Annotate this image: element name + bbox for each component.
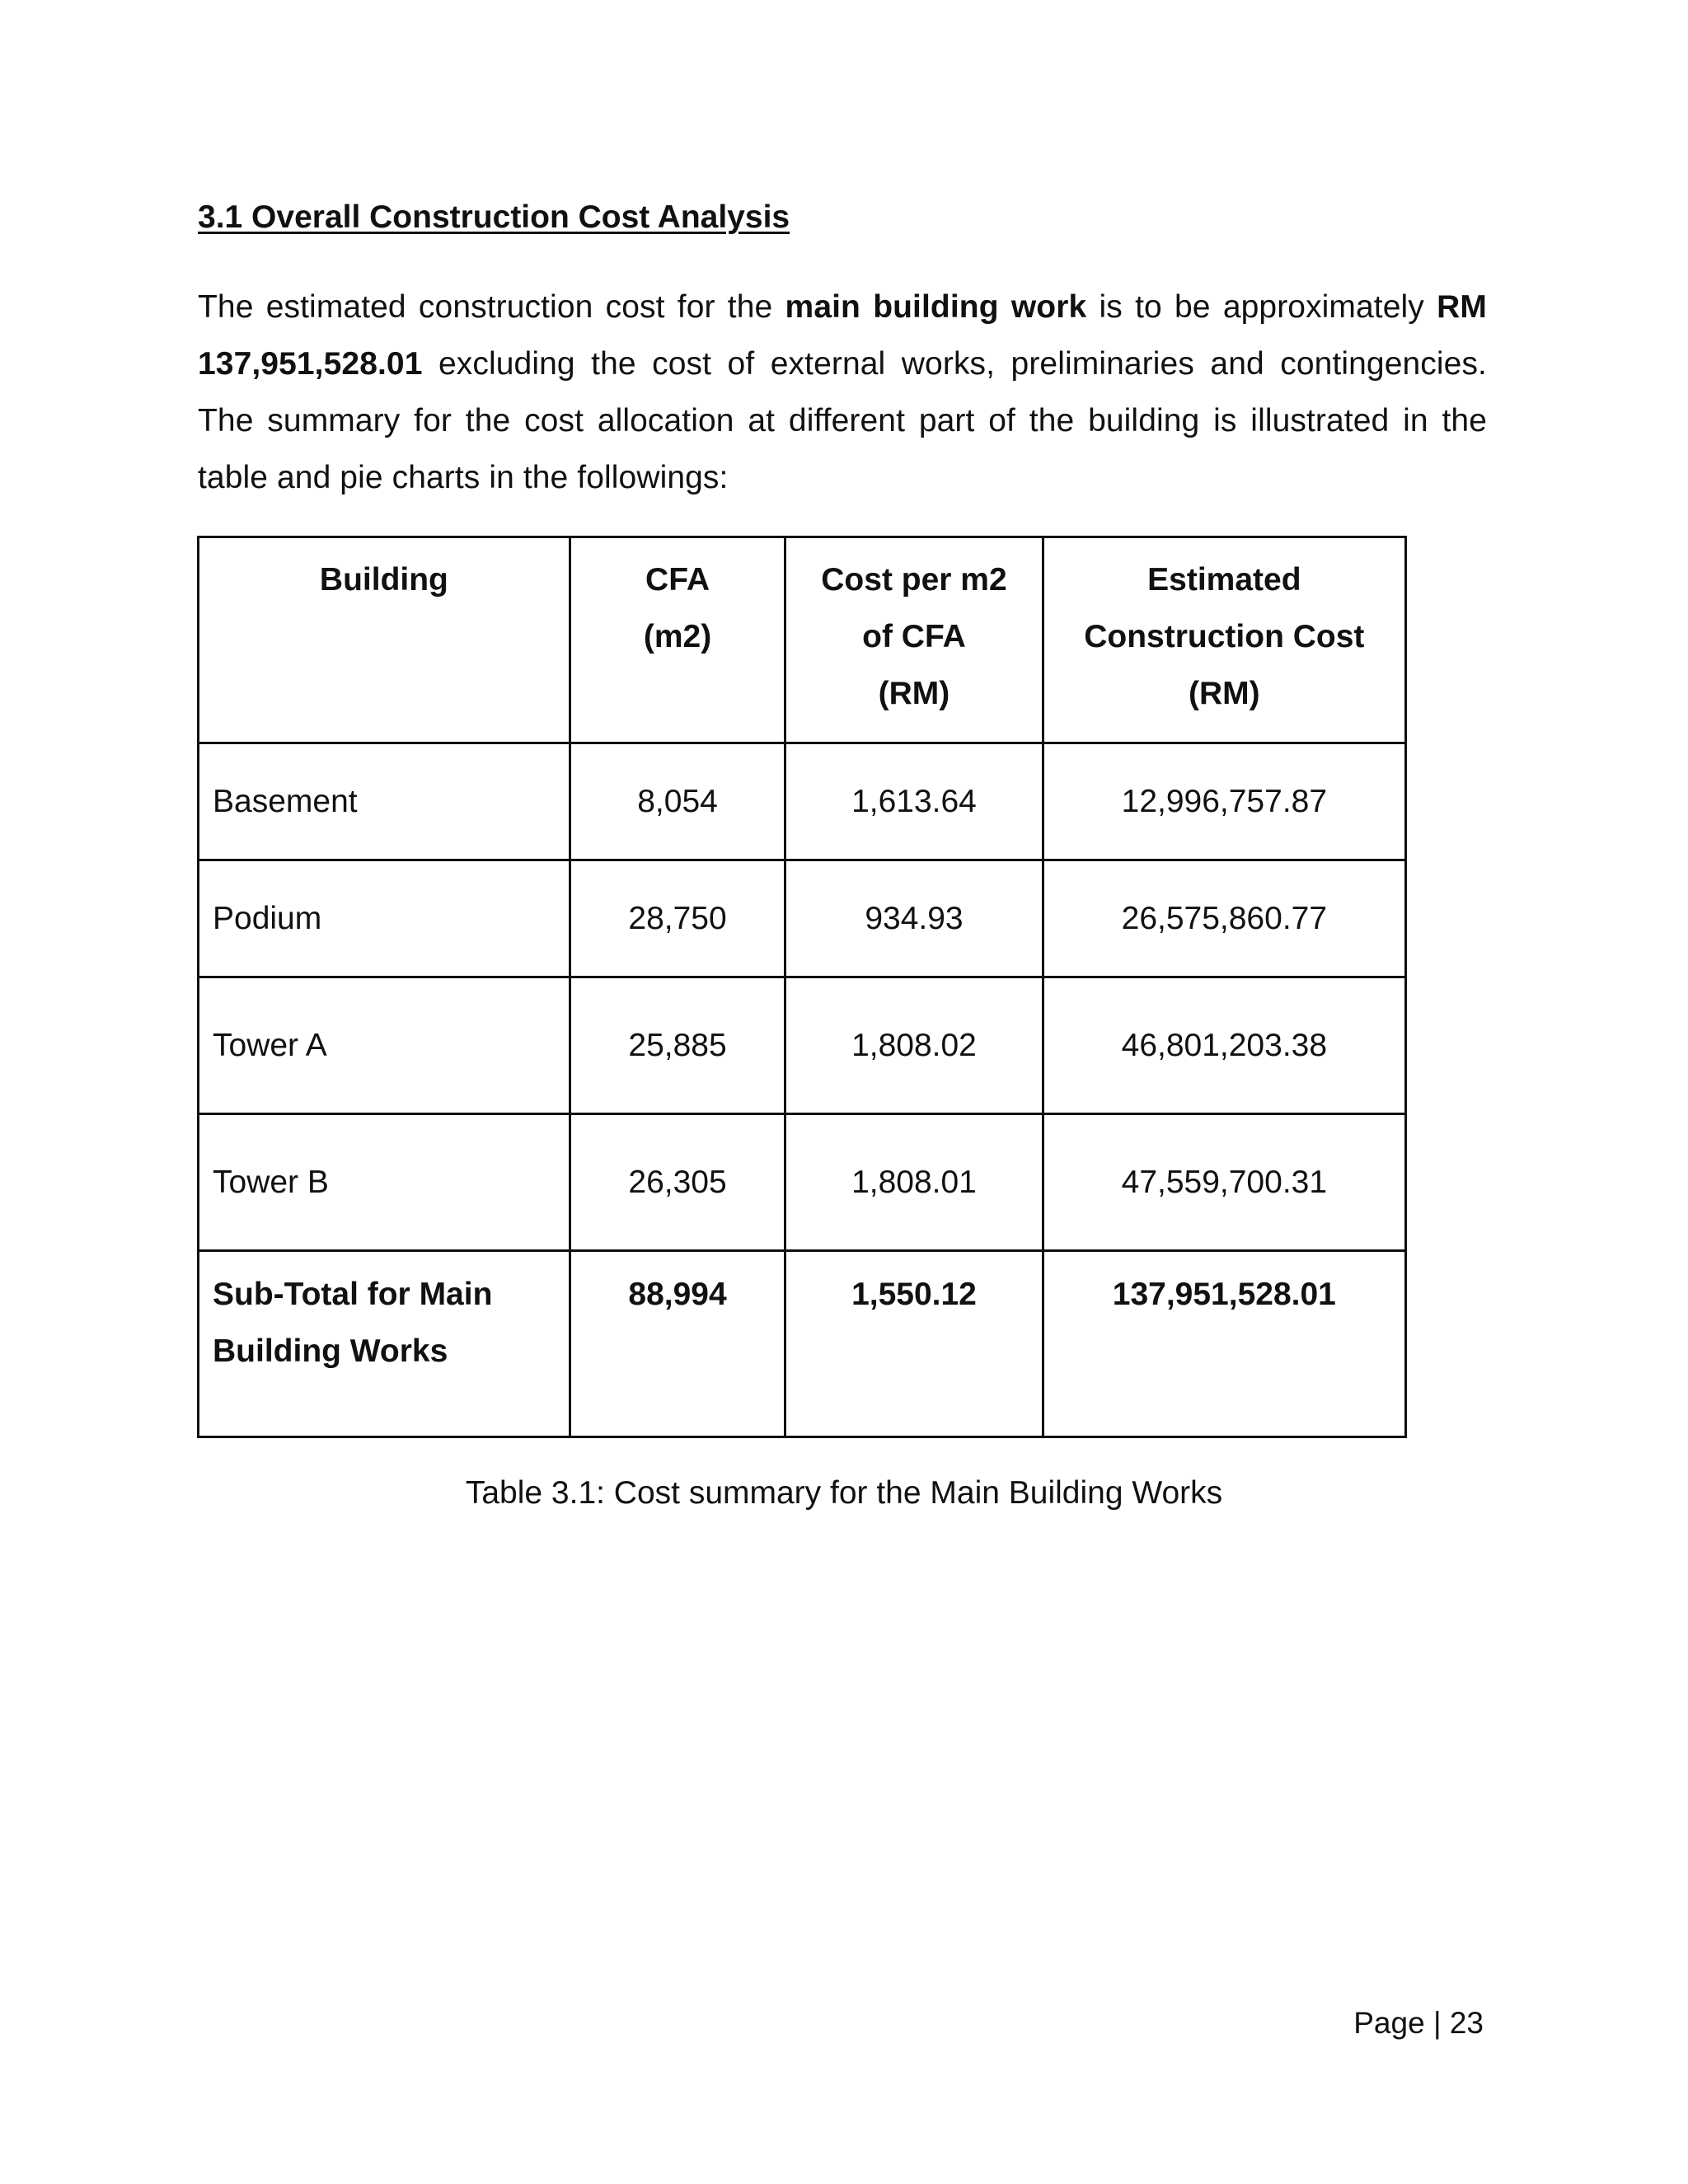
cell-total-estimated-cost: 137,951,528.01 [1043,1251,1405,1437]
page-number: Page | 23 [1353,2006,1484,2040]
intro-text-1: The estimated construction cost for the [198,289,785,325]
intro-bold-total-cost: RM 137,951,528.01 [198,289,1487,382]
intro-bold-main-building-work: main building work [785,289,1087,325]
table-row [199,743,1406,860]
table-caption: Table 3.1: Cost summary for the Main Building Works [465,1475,1223,1511]
cell-total-label: Sub-Total for Main Building Works [199,1251,570,1437]
header-cfa: CFA (m2) [570,537,785,743]
cell-cost-per-m2: 934.93 [785,860,1043,977]
header-cost-per-m2: Cost per m2 of CFA (RM) [785,537,1043,743]
cell-total-cfa: 88,994 [570,1251,785,1437]
cell-building: Basement [199,743,570,860]
cell-total-cost-per-m2: 1,550.12 [785,1251,1043,1437]
cell-cost-per-m2: 1,808.02 [785,977,1043,1114]
cell-estimated-cost: 46,801,203.38 [1043,977,1405,1114]
intro-paragraph [198,279,1487,506]
cell-cfa: 26,305 [570,1114,785,1251]
header-estimated-cost: Estimated Construction Cost (RM) [1043,537,1405,743]
table-total-row [199,1251,1406,1437]
table-row [199,977,1406,1114]
cell-cfa: 8,054 [570,743,785,860]
cell-estimated-cost: 26,575,860.77 [1043,860,1405,977]
cell-cost-per-m2: 1,613.64 [785,743,1043,860]
table-row [199,1114,1406,1251]
cell-estimated-cost: 47,559,700.31 [1043,1114,1405,1251]
cell-estimated-cost: 12,996,757.87 [1043,743,1405,860]
intro-text-2: is to be approximately [1086,289,1437,325]
cell-building: Tower B [199,1114,570,1251]
cell-building: Podium [199,860,570,977]
header-building: Building [199,537,570,743]
table-row [199,860,1406,977]
intro-text-3: excluding the cost of external works, preliminaries and contingencies. The summary for the cost allocation at different part of the building is illustrated in the table and pie charts in the followings: [198,346,1487,495]
table-header-row [199,537,1406,743]
cell-cfa: 25,885 [570,977,785,1114]
section-heading: 3.1 Overall Construction Cost Analysis [198,199,790,235]
cell-cfa: 28,750 [570,860,785,977]
cell-building: Tower A [199,977,570,1114]
cell-cost-per-m2: 1,808.01 [785,1114,1043,1251]
cost-summary-table [197,536,1407,1438]
